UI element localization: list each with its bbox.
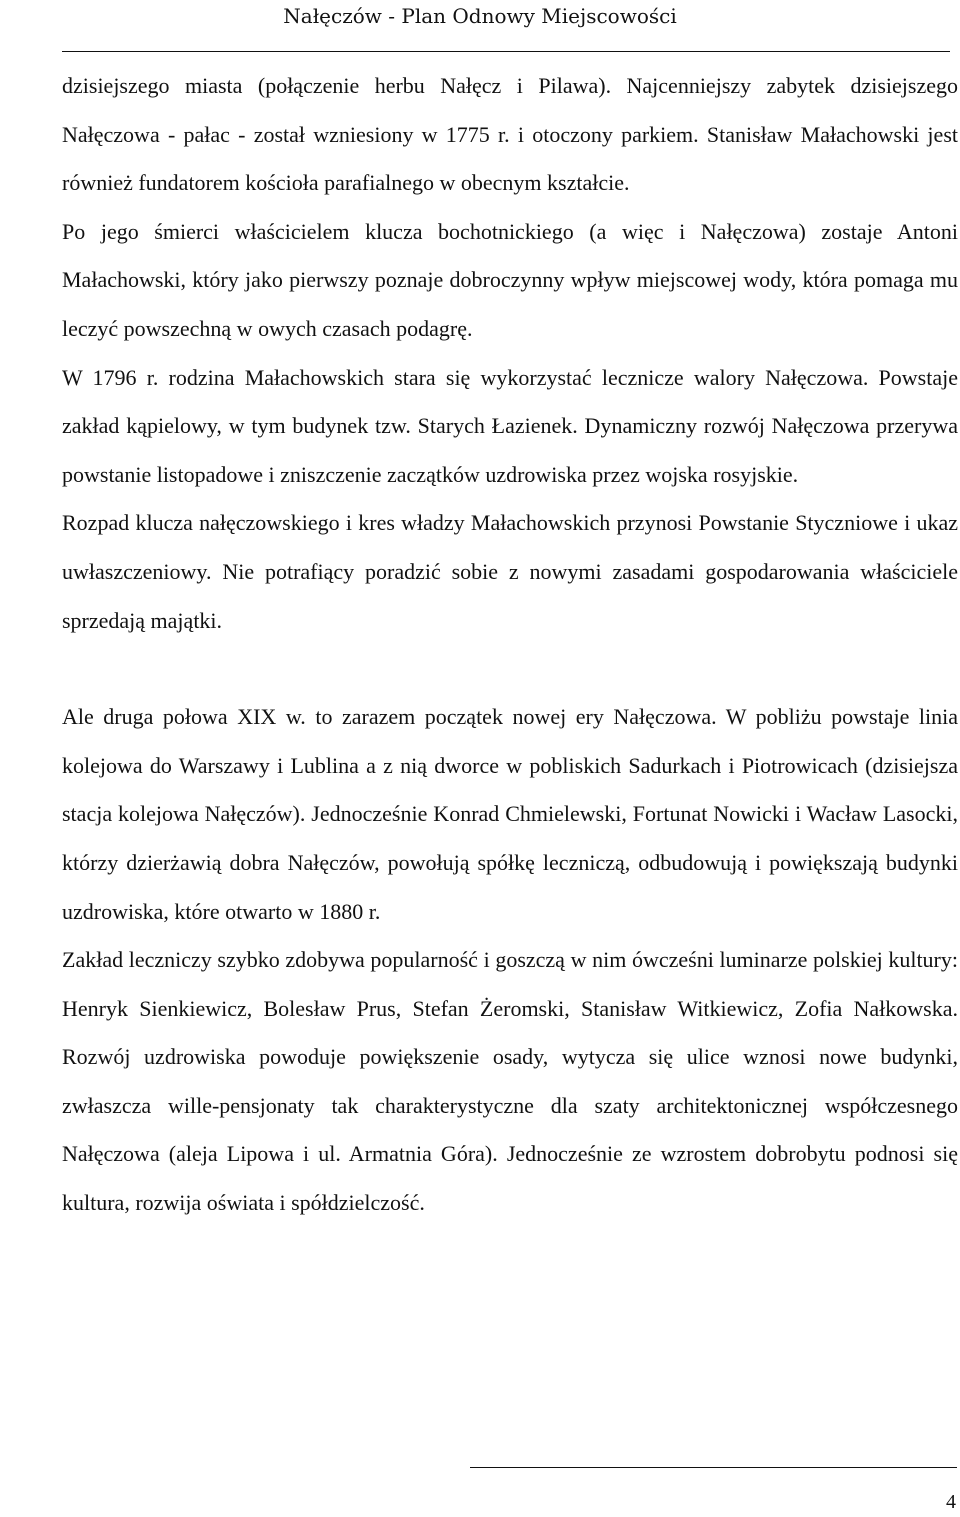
paragraph-4: Rozpad klucza nałęczowskiego i kres władzy Małachowskich przynosi Powstanie Styczniowe i ukaz uwłaszczeniowy. Nie potrafiący poradzić sobie z nowymi zasadami gospodarowania właściciele sprzedają majątki. xyxy=(62,510,958,633)
page-header: Nałęczów - Plan Odnowy Miejscowości xyxy=(283,4,677,28)
page-number: 4 xyxy=(946,1491,956,1513)
header-rule xyxy=(62,51,950,52)
paragraph-6: Zakład leczniczy szybko zdobywa popularność i goszczą w nim ówcześni luminarze polskiej kultury: Henryk Sienkiewicz, Bolesław Prus, Stefan Żeromski, Stanisław Witkiewicz, Zofia Nałkowska. Rozwój uzdrowiska powoduje powiększenie osady, wytycza się ulice wznosi nowe budynki, zwłaszcza wille-pensjonaty tak charakterystyczne dla szaty architektonicznej współczesnego Nałęczowa (aleja Lipowa i ul. Armatnia Góra). Jednocześnie ze wzrostem dobrobytu podnosi się kultura, rozwija oświata i spółdzielczość. xyxy=(62,947,958,1216)
paragraph-3: W 1796 r. rodzina Małachowskich stara się wykorzystać lecznicze walory Nałęczowa. Powstaje zakład kąpielowy, w tym budynek tzw. Starych Łazienek. Dynamiczny rozwój Nałęczowa przerywa powstanie listopadowe i zniszczenie zaczątków uzdrowiska przez wojska rosyjskie. xyxy=(62,364,958,487)
paragraph-1: dzisiejszego miasta (połączenie herbu Nałęcz i Pilawa). Najcenniejszy zabytek dzisiejszego Nałęczowa - pałac - został wzniesiony w 1775 r. i otoczony parkiem. Stanisław Małachowski jest również fundatorem kościoła parafialnego w obecnym kształcie. xyxy=(62,73,958,196)
footer-rule xyxy=(470,1467,957,1468)
paragraph-5: Ale druga połowa XIX w. to zarazem początek nowej ery Nałęczowa. W pobliżu powstaje linia kolejowa do Warszawy i Lublina a z nią dworce w pobliskich Sadurkach i Piotrowicach (dzisiejsza stacja kolejowa Nałęczów). Jednocześnie Konrad Chmielewski, Fortunat Nowicki i Wacław Lasocki, którzy dzierżawią dobra Nałęczów, powołują spółkę leczniczą, odbudowują i powiększają budynki uzdrowiska, które otwarto w 1880 r. xyxy=(62,704,958,924)
paragraph-2: Po jego śmierci właścicielem klucza bochotnickiego (a więc i Nałęczowa) zostaje Antoni Małachowski, który jako pierwszy poznaje dobroczynny wpływ miejscowej wody, która pomaga mu leczyć powszechną w owych czasach podagrę. xyxy=(62,218,958,341)
document-body xyxy=(62,62,958,1228)
